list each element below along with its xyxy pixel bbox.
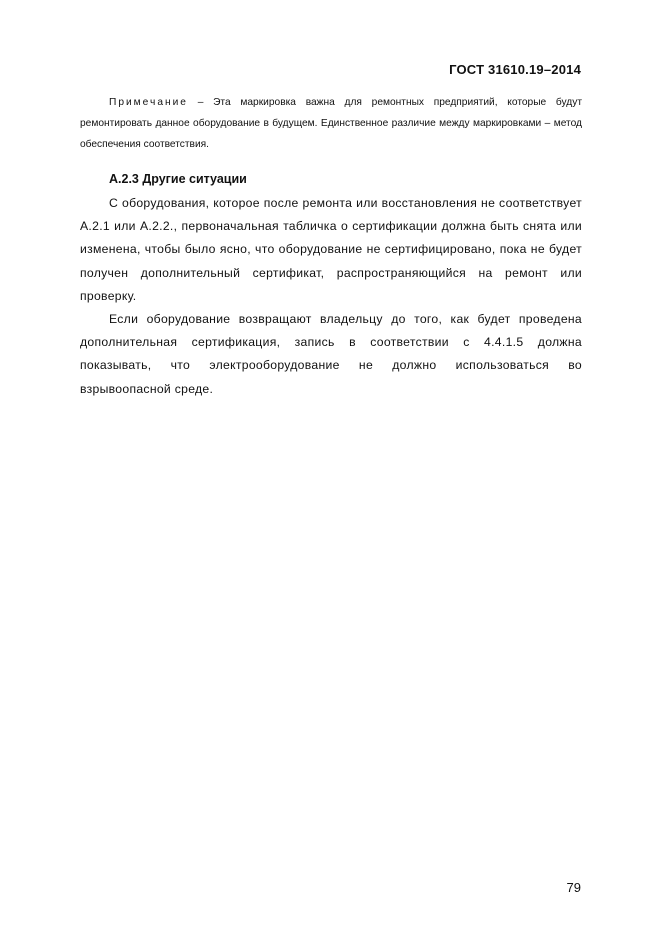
body-paragraph-2: Если оборудование возвращают владельцу до того, как будет проведена дополнительная сертификация, запись в соответствии с 4.4.1.5 должна показывать, что электрооборудование не должно использоваться во взрывоопасной среде. (80, 312, 582, 396)
section-title: А.2.3 Другие ситуации (109, 172, 247, 186)
page-number: 79 (566, 880, 581, 895)
section-body (80, 192, 582, 401)
note-block (80, 92, 582, 155)
note-text: – Эта маркировка важна для ремонтных предприятий, которые будут ремонтировать данное оборудование в будущем. Единственное различие между маркировками – метод обеспечения соответствия. (80, 97, 582, 150)
note-label: Примечание (109, 97, 188, 108)
document-code-header: ГОСТ 31610.19–2014 (449, 62, 581, 77)
body-paragraph-1: С оборудования, которое после ремонта или восстановления не соответствует А.2.1 или А.2.2., первоначальная табличка о сертификации должна быть снята или изменена, чтобы было ясно, что оборудование не сертифицировано, пока не будет получен дополнительный сертификат, распространяющийся на ремонт или проверку. (80, 196, 582, 303)
note-paragraph (80, 92, 582, 155)
